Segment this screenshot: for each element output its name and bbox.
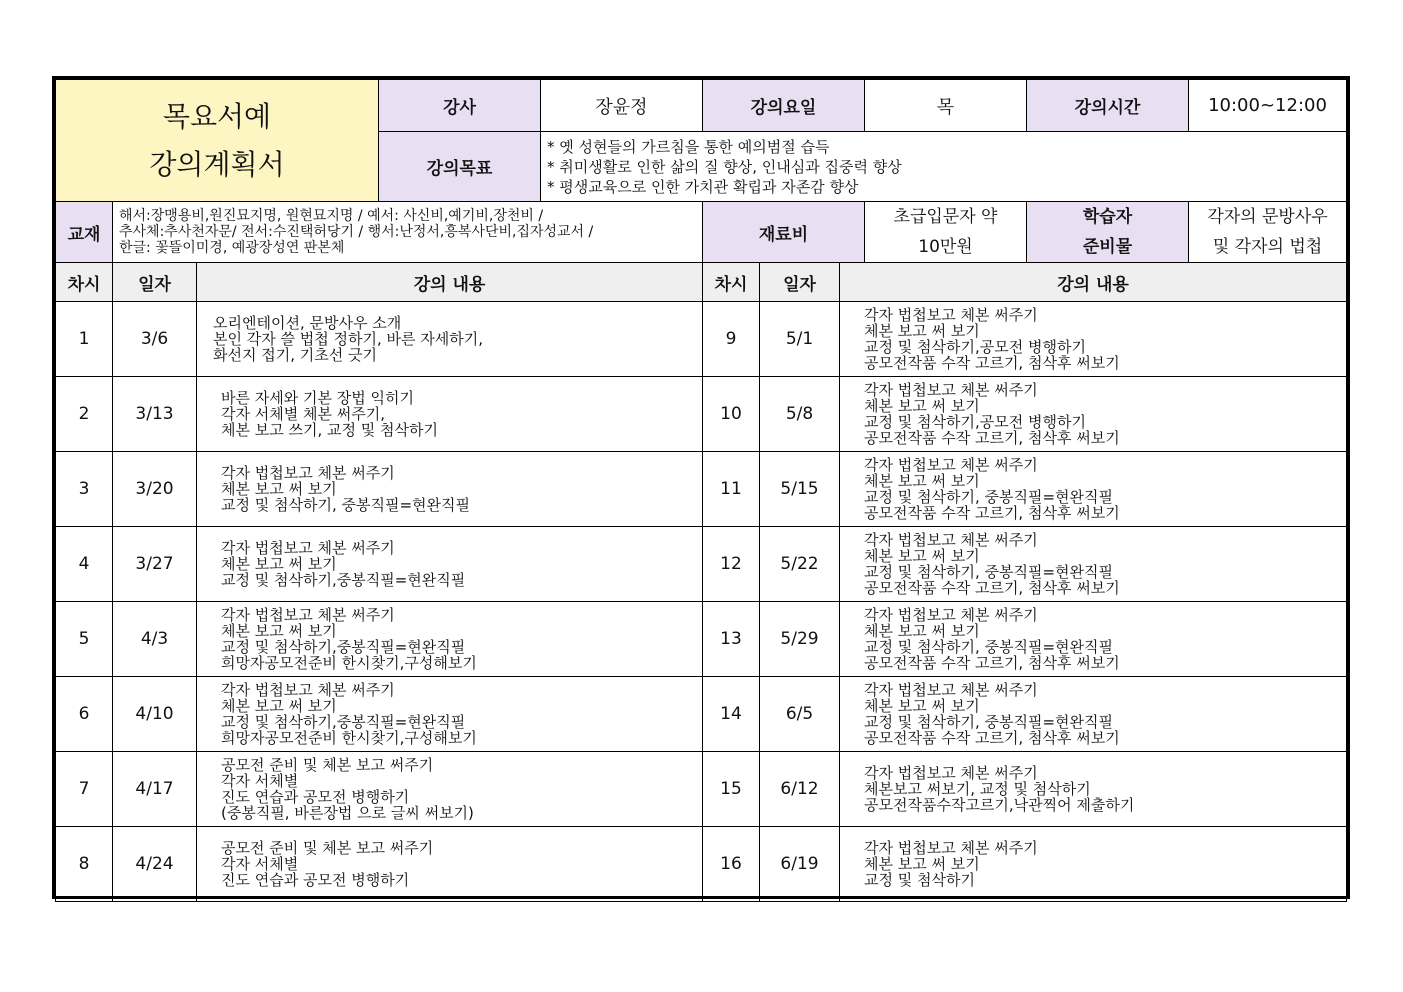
content-line: 교정 및 첨삭하기,중봉직필=현완직필: [221, 713, 466, 731]
col-content-left: 강의 내용: [197, 263, 703, 302]
session-number: 2: [56, 377, 113, 452]
session-number: 8: [56, 827, 113, 902]
session-number: 12: [703, 527, 760, 602]
session-date: 5/29: [760, 602, 840, 677]
table-row: [56, 677, 1347, 752]
table-row: [56, 377, 1347, 452]
content-line: 교정 및 첨삭하기,공모전 병행하기: [864, 413, 1086, 431]
content-line: 공모전작품수작고르기,낙관찍어 제출하기: [864, 796, 1135, 814]
content-line: 체본 보고 써 보기: [864, 547, 980, 565]
session-date: 4/24: [113, 827, 197, 902]
content-line: 각자 법첩보고 체본 써주기: [864, 764, 1038, 782]
textbook-line: 해서:장맹용비,원진묘지명, 원현묘지명 / 예서: 사신비,예기비,장천비 /: [119, 208, 544, 224]
table-row: [56, 827, 1347, 902]
session-number: 14: [703, 677, 760, 752]
session-number: 15: [703, 752, 760, 827]
title-line-1: 목요서예: [162, 99, 272, 133]
content-line: 체본 보고 써 보기: [864, 855, 980, 873]
content-line: 공모전작품 수작 고르기, 첨삭후 써보기: [864, 729, 1120, 747]
session-content: [197, 452, 703, 527]
session-content: [840, 677, 1347, 752]
session-date: 5/8: [760, 377, 840, 452]
content-line: 각자 법첩보고 체본 써주기: [864, 681, 1038, 699]
day-label: 강의요일: [703, 80, 865, 132]
col-date-left: 일자: [113, 263, 197, 302]
content-line: 체본보고 써보기, 교정 및 첨삭하기: [864, 780, 1091, 798]
content-line: 화선지 접기, 기초선 긋기: [213, 346, 377, 364]
prep-line: 및 각자의 법첩: [1212, 237, 1323, 257]
session-number: 5: [56, 602, 113, 677]
content-line: 공모전작품 수작 고르기, 첨삭후 써보기: [864, 429, 1120, 447]
col-session-left: 차시: [56, 263, 113, 302]
content-line: 각자 법첩보고 체본 써주기: [221, 464, 395, 482]
session-number: 7: [56, 752, 113, 827]
materials-table: [55, 201, 1347, 263]
session-content: [197, 302, 703, 377]
session-number: 13: [703, 602, 760, 677]
content-line: 각자 법첩보고 체본 써주기: [864, 606, 1038, 624]
session-content: [840, 752, 1347, 827]
session-content: [197, 527, 703, 602]
content-line: 각자 서체별: [221, 772, 299, 790]
fee-value: [865, 202, 1027, 263]
session-content: [840, 302, 1347, 377]
content-line: 공모전작품 수작 고르기, 첨삭후 써보기: [864, 354, 1120, 372]
session-content: [840, 827, 1347, 902]
content-line: 각자 법첩보고 체본 써주기: [864, 306, 1038, 324]
session-date: 5/22: [760, 527, 840, 602]
table-row: [56, 752, 1347, 827]
session-date: 4/3: [113, 602, 197, 677]
title-cell: [56, 80, 379, 202]
lecture-plan-sheet: [52, 76, 1350, 899]
content-line: 진도 연습과 공모전 병행하기: [221, 871, 410, 889]
content-line: 각자 법첩보고 체본 써주기: [221, 539, 395, 557]
textbook-line: 추사체:추사천자문/ 전서:수진택허당기 / 행서:난정서,흥복사단비,집자성교서 /: [119, 224, 594, 240]
content-line: 체본 보고 써 보기: [864, 397, 980, 415]
schedule-header-row: [56, 263, 1347, 302]
content-line: 각자 법첩보고 체본 써주기: [864, 839, 1038, 857]
table-row: [56, 527, 1347, 602]
content-line: 교정 및 첨삭하기, 중봉직필=현완직필: [221, 496, 470, 514]
content-line: 교정 및 첨삭하기, 중봉직필=현완직필: [864, 488, 1113, 506]
content-line: 교정 및 첨삭하기, 중봉직필=현완직필: [864, 563, 1113, 581]
instructor-label: 강사: [379, 80, 541, 132]
header-table: [55, 79, 1347, 202]
content-line: 체본 보고 써 보기: [221, 697, 337, 715]
content-line: 체본 보고 써 보기: [221, 480, 337, 498]
content-line: 진도 연습과 공모전 병행하기: [221, 788, 410, 806]
session-number: 10: [703, 377, 760, 452]
fee-line: 초급입문자 약: [893, 207, 998, 227]
prep-label: [1027, 202, 1189, 263]
content-line: 체본 보고 써 보기: [864, 472, 980, 490]
table-row: [56, 452, 1347, 527]
content-line: 체본 보고 써 보기: [864, 322, 980, 340]
content-line: 각자 법첩보고 체본 써주기: [864, 456, 1038, 474]
content-line: (중봉직필, 바른장법 으로 글씨 써보기): [221, 804, 474, 822]
time-value: 10:00~12:00: [1189, 80, 1347, 132]
session-content: [197, 752, 703, 827]
session-date: 6/5: [760, 677, 840, 752]
prep-label-line: 준비물: [1082, 237, 1133, 257]
session-number: 3: [56, 452, 113, 527]
content-line: 공모전작품 수작 고르기, 첨삭후 써보기: [864, 579, 1120, 597]
content-line: 교정 및 첨삭하기: [864, 871, 975, 889]
content-line: 바른 자세와 기본 장법 익히기: [221, 389, 414, 407]
content-line: 각자 서체별 체본 써주기,: [221, 405, 385, 423]
content-line: 공모전작품 수작 고르기, 첨삭후 써보기: [864, 654, 1120, 672]
content-line: 공모전 준비 및 체본 보고 써주기: [221, 839, 434, 857]
content-line: 체본 보고 써 보기: [221, 555, 337, 573]
session-number: 4: [56, 527, 113, 602]
content-line: 공모전작품 수작 고르기, 첨삭후 써보기: [864, 504, 1120, 522]
col-content-right: 강의 내용: [840, 263, 1347, 302]
session-date: 6/12: [760, 752, 840, 827]
session-content: [197, 602, 703, 677]
content-line: 희망자공모전준비 한시찾기,구성해보기: [221, 654, 477, 672]
table-row: [56, 602, 1347, 677]
content-line: 교정 및 첨삭하기, 중봉직필=현완직필: [864, 638, 1113, 656]
content-line: 교정 및 첨삭하기,중봉직필=현완직필: [221, 571, 466, 589]
session-date: 5/1: [760, 302, 840, 377]
content-line: 공모전 준비 및 체본 보고 써주기: [221, 756, 434, 774]
textbook-label: 교재: [56, 202, 113, 263]
session-content: [840, 452, 1347, 527]
session-number: 11: [703, 452, 760, 527]
goal-label: 강의목표: [379, 132, 541, 202]
session-date: 4/10: [113, 677, 197, 752]
session-content: [197, 377, 703, 452]
textbooks-cell: [113, 202, 703, 263]
prep-line: 각자의 문방사우: [1207, 207, 1328, 227]
goals-cell: [541, 132, 1347, 202]
content-line: 각자 법첩보고 체본 써주기: [864, 531, 1038, 549]
content-line: 체본 보고 써 보기: [221, 622, 337, 640]
content-line: 체본 보고 쓰기, 교정 및 첨삭하기: [221, 421, 438, 439]
session-number: 16: [703, 827, 760, 902]
session-number: 6: [56, 677, 113, 752]
session-number: 9: [703, 302, 760, 377]
goal-item: * 옛 성현들의 가르침을 통한 예의범절 습득: [547, 137, 830, 156]
content-line: 각자 법첩보고 체본 써주기: [221, 606, 395, 624]
content-line: 교정 및 첨삭하기,공모전 병행하기: [864, 338, 1086, 356]
content-line: 각자 법첩보고 체본 써주기: [221, 681, 395, 699]
day-value: 목: [865, 80, 1027, 132]
prep-value: [1189, 202, 1347, 263]
session-content: [197, 827, 703, 902]
fee-line: 10만원: [918, 237, 973, 257]
session-date: 5/15: [760, 452, 840, 527]
content-line: 체본 보고 써 보기: [864, 697, 980, 715]
content-line: 각자 법첩보고 체본 써주기: [864, 381, 1038, 399]
col-date-right: 일자: [760, 263, 840, 302]
session-number: 1: [56, 302, 113, 377]
content-line: 오리엔테이션, 문방사우 소개: [213, 314, 402, 332]
content-line: 체본 보고 써 보기: [864, 622, 980, 640]
content-line: 교정 및 첨삭하기, 중봉직필=현완직필: [864, 713, 1113, 731]
col-session-right: 차시: [703, 263, 760, 302]
session-date: 3/13: [113, 377, 197, 452]
content-line: 본인 각자 쓸 법첩 정하기, 바른 자세하기,: [213, 330, 483, 348]
textbook-line: 한글: 꽃뜰이미경, 예광장성연 판본체: [119, 240, 345, 256]
session-content: [840, 527, 1347, 602]
fee-label: 재료비: [703, 202, 865, 263]
session-date: 3/20: [113, 452, 197, 527]
time-label: 강의시간: [1027, 80, 1189, 132]
session-date: 4/17: [113, 752, 197, 827]
content-line: 각자 서체별: [221, 855, 299, 873]
title-line-2: 강의계획서: [149, 147, 285, 181]
schedule-table: [55, 262, 1347, 902]
session-date: 3/6: [113, 302, 197, 377]
instructor-value: 장윤정: [541, 80, 703, 132]
content-line: 희망자공모전준비 한시찾기,구성해보기: [221, 729, 477, 747]
goal-item: * 평생교육으로 인한 가치관 확립과 자존감 향상: [547, 177, 859, 196]
prep-label-line: 학습자: [1082, 207, 1133, 227]
table-row: [56, 302, 1347, 377]
goal-item: * 취미생활로 인한 삶의 질 향상, 인내심과 집중력 향상: [547, 157, 902, 176]
session-content: [840, 602, 1347, 677]
session-date: 3/27: [113, 527, 197, 602]
session-content: [197, 677, 703, 752]
content-line: 교정 및 첨삭하기,중봉직필=현완직필: [221, 638, 466, 656]
session-content: [840, 377, 1347, 452]
session-date: 6/19: [760, 827, 840, 902]
